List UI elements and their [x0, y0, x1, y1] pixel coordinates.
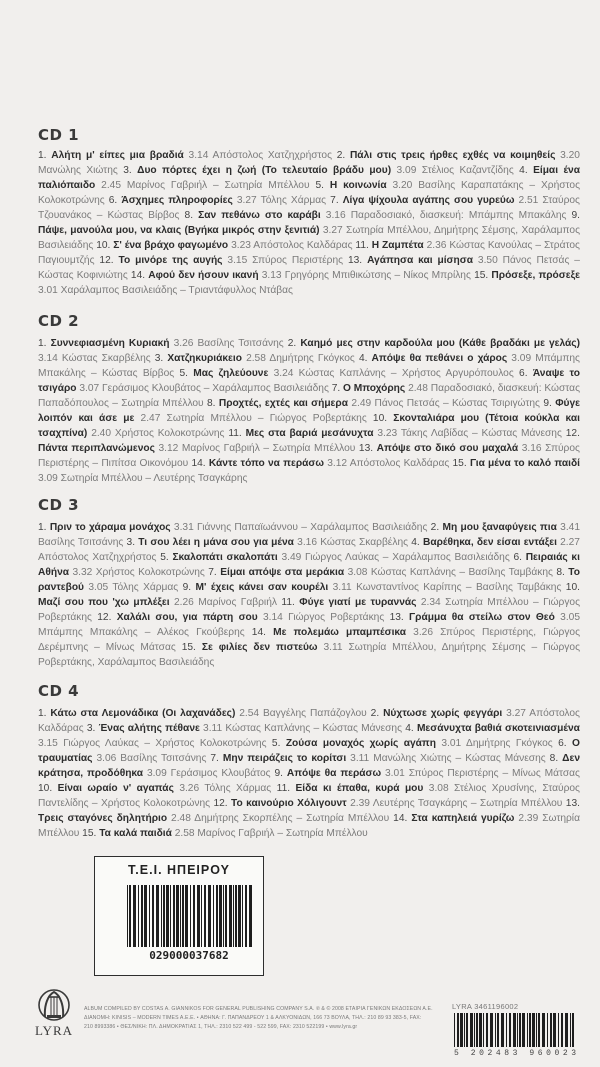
track-title: Μη μου ξαναφύγεις πια	[442, 522, 557, 533]
track-title: Απόψε στο δικό σου μαχαλά	[376, 443, 519, 454]
credits-line-1: ALBUM COMPILED BY COSTAS A. GIANNIKOS FOR GENERAL PUBLISHING COMPANY S.A. ℗ & © 2008 ΕΤΑΙΡΙΑ ΓΕΝΙΚΩΝ ΕΚΔΟΣΕΩΝ Α.Ε.	[84, 1006, 433, 1012]
track-num: 15.	[181, 642, 196, 653]
cd4-tracklist	[38, 706, 580, 841]
track-title: Αφού δεν ήσουν ικανή	[148, 270, 259, 281]
track-num: 14.	[130, 270, 146, 281]
track-num: 13.	[389, 612, 404, 623]
track-item	[213, 798, 565, 809]
track-num: 15.	[82, 828, 97, 839]
track-title: Απόψε θα πεθάνει ο χάρος	[371, 353, 508, 364]
library-barcode-icon	[125, 885, 253, 947]
track-credit: 2.39 Σωτηρία Μπέλλου	[38, 813, 580, 839]
track-num: 14.	[251, 627, 266, 638]
track-title: Κάντε τόπο να περάσω	[208, 458, 324, 469]
track-num: 1.	[38, 150, 47, 161]
track-item	[207, 398, 543, 409]
track-credit: 2.27 Απόστολος Χατζηχρήστος	[38, 537, 580, 563]
track-title: Νύχτωσε χωρίς φεγγάρι	[383, 708, 503, 719]
track-credit: 3.01 Χαράλαμπος Βασιλειάδης – Τριαντάφυλλος Ντάβας	[38, 285, 293, 296]
track-title: Γράμμα θα στείλω στον Θεό	[409, 612, 555, 623]
track-item	[155, 353, 359, 364]
track-title: Απόψε θα περάσω	[286, 768, 382, 779]
track-num: 5.	[315, 180, 324, 191]
track-credit: 2.45 Μαρίνος Γαβριήλ – Σωτηρία Μπέλλου	[101, 180, 310, 191]
track-item	[87, 723, 405, 734]
track-num: 12.	[213, 798, 228, 809]
cd1-tracklist	[38, 148, 580, 298]
track-num: 4.	[519, 165, 528, 176]
library-barcode-sticker	[94, 856, 264, 976]
track-title: Κάτω στα Λεμονάδικα (Οι λαχανάδες)	[50, 708, 236, 719]
track-num: 3.	[154, 353, 164, 364]
track-num: 4.	[358, 353, 368, 364]
lyra-logo-text: LYRA	[34, 1023, 74, 1038]
track-item	[272, 738, 558, 749]
track-title: Σαν πεθάνω στο καράβι	[198, 210, 321, 221]
track-credit: 2.54 Βαγγέλης Παπάζογλου	[239, 708, 367, 719]
track-item	[38, 338, 288, 349]
track-title: Η Ζαμπέτα	[371, 240, 424, 251]
track-credit: 3.11 Σωτηρία Μπέλλου, Δημήτρης Σέμσης – Γιώργος Ροβερτάκης, Χαράλαμπος Βασιλειάδης	[38, 642, 580, 668]
track-num: 15.	[452, 458, 467, 469]
track-title: Πάλι στις τρεις ήρθες εχθές να κοιμηθείς	[349, 150, 556, 161]
track-title: Το μινόρε της αυγής	[118, 255, 223, 266]
track-credit: 3.41 Βασίλης Τσιτσάνης	[38, 522, 580, 548]
track-title: Είμαι απόψε στα μεράκια	[220, 567, 345, 578]
track-title: Πρόσεξε, πρόσεξε	[491, 270, 580, 281]
track-title: Ζούσα μοναχός χωρίς αγάπη	[285, 738, 436, 749]
track-title: Καημό μες στην καρδούλα μου (Κάθε βραδάκι με γελάς)	[300, 338, 581, 349]
track-num: 12.	[97, 612, 112, 623]
track-num: 10.	[372, 413, 388, 424]
track-title: Είμαι ένα παλιόπαιδο	[38, 165, 580, 191]
track-item	[191, 458, 452, 469]
track-credit: 3.08 Κώστας Καπλάνης – Βασίλης Ταμβάκης	[347, 567, 553, 578]
track-title: Το ραντεβού	[38, 567, 580, 593]
track-title: Είδα κι έπαθα, κυρά μου	[295, 783, 424, 794]
track-num: 9.	[182, 582, 192, 593]
track-num: 7.	[210, 753, 219, 764]
track-num: 3.	[126, 537, 136, 548]
track-title: Βαρέθηκα, δεν είσαι εντάξει	[422, 537, 557, 548]
cd2-tracklist	[38, 336, 580, 486]
track-credit: 2.49 Πάνος Πετσάς – Κώστας Τσιριγώτης	[351, 398, 540, 409]
track-num: 2.	[370, 708, 380, 719]
track-num: 13.	[347, 255, 363, 266]
track-title: Ο τραυματίας	[38, 738, 580, 764]
track-title: Το καινούριο Χόλιγουντ	[231, 798, 347, 809]
cd3-heading: CD 3	[38, 496, 80, 514]
cd1-heading: CD 1	[38, 126, 80, 144]
ean-digits: 5 202483 960023	[454, 1049, 576, 1057]
track-credit: 2.47 Σωτηρία Μπέλλου – Γιώργος Ροβερτάκης	[140, 413, 367, 424]
track-title: Τι σου λέει η μάνα σου για μένα	[138, 537, 294, 548]
track-title: Άναψε το τσιγάρο	[38, 368, 580, 394]
track-credit: 3.26 Σπύρος Περιστέρης, Γιώργος Δερέμπνης – Μίνως Μάτσας	[38, 627, 580, 653]
track-item	[185, 210, 572, 221]
track-item	[208, 567, 556, 578]
track-num: 13.	[565, 798, 580, 809]
track-credit: 3.16 Παραδοσιακό, διασκευή: Μπάμπης Μπακάλης	[325, 210, 567, 221]
track-title: Ένας αλήτης πέθανε	[98, 723, 200, 734]
track-num: 9.	[543, 398, 552, 409]
track-item	[38, 522, 431, 533]
track-title: Τα καλά παιδιά	[99, 828, 172, 839]
track-title: Πριν το χάραμα μονάχος	[49, 522, 171, 533]
track-credit: 3.11 Κωνσταντίνος Καρίπης – Βασίλης Ταμβάκης	[332, 582, 562, 593]
track-credit: 3.09 Στέλιος Καζαντζίδης	[396, 165, 514, 176]
track-item	[210, 753, 549, 764]
track-credit: 3.09 Γεράσιμος Κλουβάτος	[146, 768, 271, 779]
track-credit: 3.23 Τάκης Λαβίδας – Κώστας Μάνεσης	[377, 428, 562, 439]
track-credit: 3.05 Τόλης Χάρμας	[88, 582, 179, 593]
track-item	[97, 612, 389, 623]
track-num: 7.	[331, 383, 341, 394]
track-num: 8.	[556, 567, 565, 578]
track-credit: 3.09 Σωτηρία Μπέλλου – Λευτέρης Τσαγκάρης	[38, 473, 248, 484]
track-title: Πειραιάς κι Αθήνα	[38, 552, 580, 578]
track-credit: 3.12 Απόστολος Καλδάρας	[327, 458, 450, 469]
track-item	[274, 768, 580, 779]
track-credit: 3.32 Χρήστος Κολοκοτρώνης	[72, 567, 205, 578]
track-num: 11.	[228, 428, 242, 439]
cd2-heading: CD 2	[38, 312, 80, 330]
track-credit: 3.11 Μανώλης Χιώτης – Κώστας Μάνεσης	[350, 753, 546, 764]
track-title: Η κοινωνία	[329, 180, 387, 191]
track-credit: 2.34 Σωτηρία Μπέλλου – Γιώργος Ροβερτάκης	[38, 597, 581, 623]
track-credit: 2.51 Σταύρος Τζουανάκος – Κώστας Βίρβος	[38, 195, 580, 221]
track-credit: 3.14 Κώστας Σκαρβέλης	[38, 353, 151, 364]
track-num: 10.	[38, 783, 53, 794]
track-title: Αλήτη μ' είπες μια βραδιά	[51, 150, 184, 161]
track-credit: 2.48 Παραδοσιακό, διασκευή: Κώστας Παπαδόπουλος – Σωτηρία Μπέλλου	[38, 383, 580, 409]
track-num: 8.	[549, 753, 559, 764]
track-title: Πάψε, μανούλα μου, να κλαις (Βγήκα μικρός στην ξενιτιά)	[38, 225, 320, 236]
track-title: Σκονταλιάρα μου (Τέτοια κούκλα και τσαχπίνα)	[38, 413, 580, 439]
ean-barcode-icon	[452, 1013, 578, 1057]
track-credit: 2.58 Μαρίνος Γαβριήλ – Σωτηρία Μπέλλου	[174, 828, 368, 839]
track-title: Συννεφιασμένη Κυριακή	[50, 338, 170, 349]
track-title: Μες στα βαριά μεσάνυχτα	[245, 428, 374, 439]
track-item	[179, 368, 519, 379]
track-num: 1.	[38, 338, 47, 349]
track-item	[38, 783, 277, 794]
track-credit: 3.23 Απόστολος Καλδάρας	[231, 240, 353, 251]
track-num: 10.	[96, 240, 111, 251]
track-num: 7.	[330, 195, 339, 206]
track-title: Μεσάνυχτα βαθιά σκοτεινιασμένα	[416, 723, 580, 734]
library-barcode-number: 029000037682	[149, 949, 229, 962]
track-num: 6.	[108, 195, 118, 206]
track-credit: 3.05 Μπάμπης Μπακάλης – Αλέκος Γκούβερης	[38, 612, 580, 638]
track-title: Προχτές, εχτές και σήμερα	[218, 398, 348, 409]
credits-line-3: 210 8993386 • ΘΕΣ/ΝΙΚΗ: ΠΛ. ΔΗΜΟΚΡΑΤΙΑΣ 1, ΤΗΛ.: 2310 522 499 - 522 599, FAX: 2310 522199 • www.lyra.gr	[84, 1024, 358, 1030]
track-num: 8.	[207, 398, 216, 409]
track-item	[99, 255, 348, 266]
track-num: 13.	[358, 443, 374, 454]
track-title: Μ' έχεις κάνει σαν κουρέλι	[195, 582, 329, 593]
track-credit: 3.20 Μανώλης Χιώτης	[38, 150, 580, 176]
cd4-heading: CD 4	[38, 682, 80, 700]
track-num: 14.	[393, 813, 408, 824]
track-title: Μαζί σου που 'χω μπλέξει	[38, 597, 170, 608]
track-credit: 3.01 Σπύρος Περιστέρης – Μίνως Μάτσας	[385, 768, 580, 779]
track-num: 8.	[184, 210, 194, 221]
track-credit: 3.49 Γιώργος Λαύκας – Χαράλαμπος Βασιλειάδης	[281, 552, 510, 563]
track-num: 6.	[519, 368, 528, 379]
track-credit: 3.27 Τόλης Χάρμας	[236, 195, 327, 206]
track-credit: 3.27 Σωτηρία Μπέλλου, Δημήτρης Σέμσης, Χαράλαμπος Βασιλειάδης	[38, 225, 580, 251]
track-num: 2.	[336, 150, 346, 161]
track-title: Χαλάλι σου, για πάρτη σου	[116, 612, 258, 623]
track-num: 4.	[411, 537, 420, 548]
library-name: Τ.Ε.Ι. ΗΠΕΙΡΟΥ	[128, 863, 230, 877]
track-item	[82, 828, 368, 839]
track-credit: 3.12 Μαρίνος Γαβριήλ – Σωτηρία Μπέλλου	[158, 443, 356, 454]
track-title: Ο Μποχόρης	[343, 383, 406, 394]
track-credit: 3.26 Τόλης Χάρμας	[179, 783, 272, 794]
track-num: 3.	[86, 723, 96, 734]
track-title: Άσχημες πληροφορίες	[121, 195, 233, 206]
track-credit: 3.01 Δημήτρης Γκόγκος	[441, 738, 553, 749]
track-credit: 3.11 Κώστας Καπλάνης – Κώστας Μάνεσης	[203, 723, 402, 734]
track-credit: 3.26 Βασίλης Τσιτσάνης	[173, 338, 284, 349]
track-num: 11.	[355, 240, 369, 251]
track-num: 4.	[405, 723, 414, 734]
track-credit: 3.14 Γιώργος Ροβερτάκης	[263, 612, 385, 623]
track-item	[96, 240, 355, 251]
track-credit: 3.24 Κώστας Καπλάνης – Χρήστος Αργυρόπουλος	[273, 368, 514, 379]
track-title: Μας ζηλεύουνε	[193, 368, 269, 379]
cd3-tracklist	[38, 520, 580, 670]
track-title: Τρεις σταγόνες δηλητήριο	[38, 813, 168, 824]
track-title: Φύγε γιατί με τυραννάς	[299, 597, 417, 608]
track-num: 2.	[287, 338, 297, 349]
track-num: 7.	[208, 567, 217, 578]
track-item	[127, 537, 412, 548]
track-item	[131, 270, 474, 281]
track-credit: 2.39 Λευτέρης Τσαγκάρης – Σωτηρία Μπέλλου	[350, 798, 563, 809]
track-credit: 3.07 Γεράσιμος Κλουβάτος – Χαράλαμπος Βασιλειάδης	[79, 383, 329, 394]
legal-credits	[84, 1005, 444, 1032]
track-item	[123, 165, 519, 176]
track-num: 12.	[565, 428, 580, 439]
track-item	[109, 195, 330, 206]
track-num: 3.	[123, 165, 132, 176]
track-item	[38, 150, 337, 161]
track-title: Σε φιλίες δεν πιστεύω	[201, 642, 318, 653]
track-title: Στα καπηλειά γυρίζω	[411, 813, 515, 824]
track-num: 1.	[38, 708, 47, 719]
track-num: 14.	[191, 458, 206, 469]
track-credit: 3.16 Κώστας Σκαρβέλης	[297, 537, 409, 548]
track-credit: 2.36 Κώστας Κανούλας – Στράτος Παγιουμτζής	[38, 240, 580, 266]
track-title: Με πολεμάω μπαμπέσικα	[273, 627, 407, 638]
track-num: 12.	[99, 255, 114, 266]
track-title: Σ' ένα βράχο φαγωμένο	[113, 240, 229, 251]
track-credit: 3.06 Βασίλης Τσιτσάνης	[96, 753, 207, 764]
track-credit: 3.50 Πάνος Πετσάς – Κώστας Κοφινιώτης	[38, 255, 580, 281]
track-credit: 2.26 Μαρίνος Γαβριήλ	[174, 597, 277, 608]
track-num: 5.	[160, 552, 169, 563]
track-credit: 2.58 Δημήτρης Γκόγκος	[246, 353, 355, 364]
track-credit: 3.16 Σπύρος Περιστέρης – Πιπίτσα Οικονόμου	[38, 443, 580, 469]
track-num: 1.	[38, 522, 47, 533]
track-title: Πάντα περιπλανώμενος	[38, 443, 155, 454]
track-num: 9.	[274, 768, 283, 779]
track-credit: 3.31 Γιάννης Παπαϊωάννου – Χαράλαμπος Βασιλειάδης	[173, 522, 428, 533]
track-credit: 3.08 Στέλιος Χρυσίνης, Σταύρος Παντελίδης – Χρήστος Κολοκοτρώνης	[38, 783, 580, 809]
credits-line-2: ΔΙΑΝΟΜΗ: KINISIS – MODERN TIMES A.E.E. • ΑΘΗΝΑ: Γ. ΠΑΠΑΝΔΡΕΟΥ 1 & ΑΛΚΥΟΝΙΔΩΝ, 166 73 ΒΟΥΛΑ, ΤΗΛ.: 210 89 93 383-5, FAX:	[84, 1015, 422, 1021]
track-item	[38, 708, 371, 719]
track-item	[228, 428, 565, 439]
track-title: Για μένα το καλό παιδί	[469, 458, 580, 469]
track-title: Φύγε λοιπόν και άσε με	[38, 398, 580, 424]
track-credit: 3.13 Γρηγόρης Μπιθικώτσης – Νίκος Μπρίλης	[261, 270, 471, 281]
track-title: Σκαλοπάτι σκαλοπάτι	[172, 552, 278, 563]
track-num: 2.	[430, 522, 440, 533]
track-credit: 2.48 Δημήτρης Σκορπέλης – Σωτηρία Μπέλλου	[171, 813, 390, 824]
track-num: 5.	[271, 738, 281, 749]
track-title: Δεν κράτησα, προδόθηκα	[38, 753, 580, 779]
track-num: 15.	[474, 270, 489, 281]
track-credit: 3.15 Σπύρος Περιστέρης	[227, 255, 344, 266]
track-title: Χατζηκυριάκειο	[167, 353, 242, 364]
track-credit: 3.27 Απόστολος Καλδάρας	[38, 708, 580, 734]
track-title: Αγάπησα και μίσησα	[367, 255, 473, 266]
track-credit: 3.09 Μπάμπης Μπακάλης – Κώστας Βίρβος	[38, 353, 580, 379]
track-num: 5.	[179, 368, 188, 379]
track-credit: 2.40 Χρήστος Κολοκοτρώνης	[91, 428, 225, 439]
track-credit: 3.14 Απόστολος Χατζηχρήστος	[188, 150, 332, 161]
track-credit: 3.20 Βασίλης Καραπατάκης – Χρήστος Κολοκοτρώνης	[38, 180, 580, 206]
track-title: Λίγα ψίχουλα αγάπης σου γυρεύω	[342, 195, 515, 206]
track-num: 10.	[565, 582, 580, 593]
track-num: 6.	[513, 552, 522, 563]
track-item	[183, 582, 566, 593]
track-title: Δυο πόρτες έχει η ζωή (Το τελευταίο βράδυ μου)	[137, 165, 392, 176]
track-credit: 3.15 Γιώργος Λαύκας – Χρήστος Κολοκοτρώνης	[38, 738, 267, 749]
track-num: 9.	[571, 210, 580, 221]
track-num: 11.	[281, 597, 295, 608]
track-num: 6.	[558, 738, 567, 749]
track-title: Είναι ωραίο ν' αγαπάς	[57, 783, 174, 794]
track-num: 11.	[276, 783, 291, 794]
track-title: Μην πειράζεις το κορίτσι	[222, 753, 347, 764]
catalog-number: LYRA 3461196002	[452, 1002, 519, 1011]
track-item	[160, 552, 513, 563]
